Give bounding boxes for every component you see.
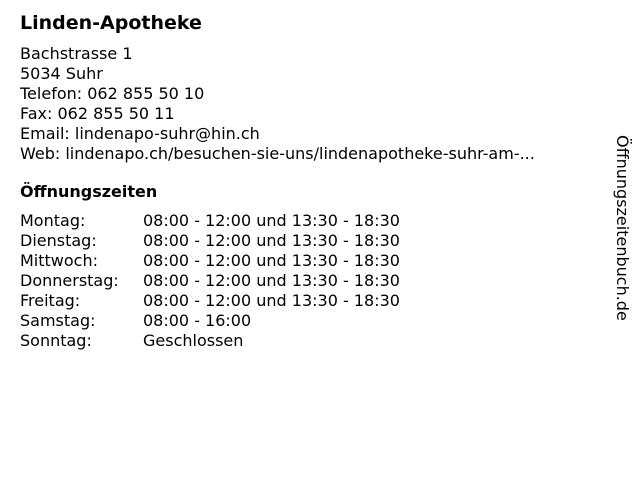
- phone-line: Telefon: 062 855 50 10: [20, 84, 205, 103]
- hours-time-value: 08:00 - 12:00 und 13:30 - 18:30: [143, 271, 400, 290]
- hours-day-label: Dienstag:: [20, 231, 97, 250]
- opening-hours-title: Öffnungszeiten: [20, 182, 158, 201]
- pharmacy-name: Linden-Apotheke: [20, 12, 202, 34]
- web-line: Web: lindenapo.ch/besuchen-sie-uns/lindenapotheke-suhr-am-...: [20, 144, 535, 163]
- hours-day-label: Mittwoch:: [20, 251, 98, 270]
- address-city: 5034 Suhr: [20, 64, 103, 83]
- hours-time-value: 08:00 - 12:00 und 13:30 - 18:30: [143, 231, 400, 250]
- hours-day-label: Montag:: [20, 211, 86, 230]
- hours-day-label: Freitag:: [20, 291, 81, 310]
- hours-row-thursday: [20, 271, 600, 291]
- hours-time-value: Geschlossen: [143, 331, 244, 350]
- hours-row-tuesday: [20, 231, 600, 251]
- hours-row-friday: [20, 291, 600, 311]
- email-line: Email: lindenapo-suhr@hin.ch: [20, 124, 260, 143]
- hours-time-value: 08:00 - 12:00 und 13:30 - 18:30: [143, 291, 400, 310]
- hours-time-value: 08:00 - 16:00: [143, 311, 252, 330]
- hours-day-label: Samstag:: [20, 311, 96, 330]
- hours-row-sunday: [20, 331, 600, 351]
- hours-day-label: Sonntag:: [20, 331, 92, 350]
- hours-day-label: Donnerstag:: [20, 271, 119, 290]
- hours-time-value: 08:00 - 12:00 und 13:30 - 18:30: [143, 211, 400, 230]
- brand-side-label[interactable]: Öffnungszeitenbuch.de: [613, 135, 632, 321]
- hours-row-wednesday: [20, 251, 600, 271]
- opening-hours-table: [20, 211, 600, 351]
- pharmacy-card: [20, 10, 600, 351]
- hours-time-value: 08:00 - 12:00 und 13:30 - 18:30: [143, 251, 400, 270]
- fax-line: Fax: 062 855 50 11: [20, 104, 175, 123]
- address-street: Bachstrasse 1: [20, 44, 133, 63]
- hours-row-saturday: [20, 311, 600, 331]
- hours-row-monday: [20, 211, 600, 231]
